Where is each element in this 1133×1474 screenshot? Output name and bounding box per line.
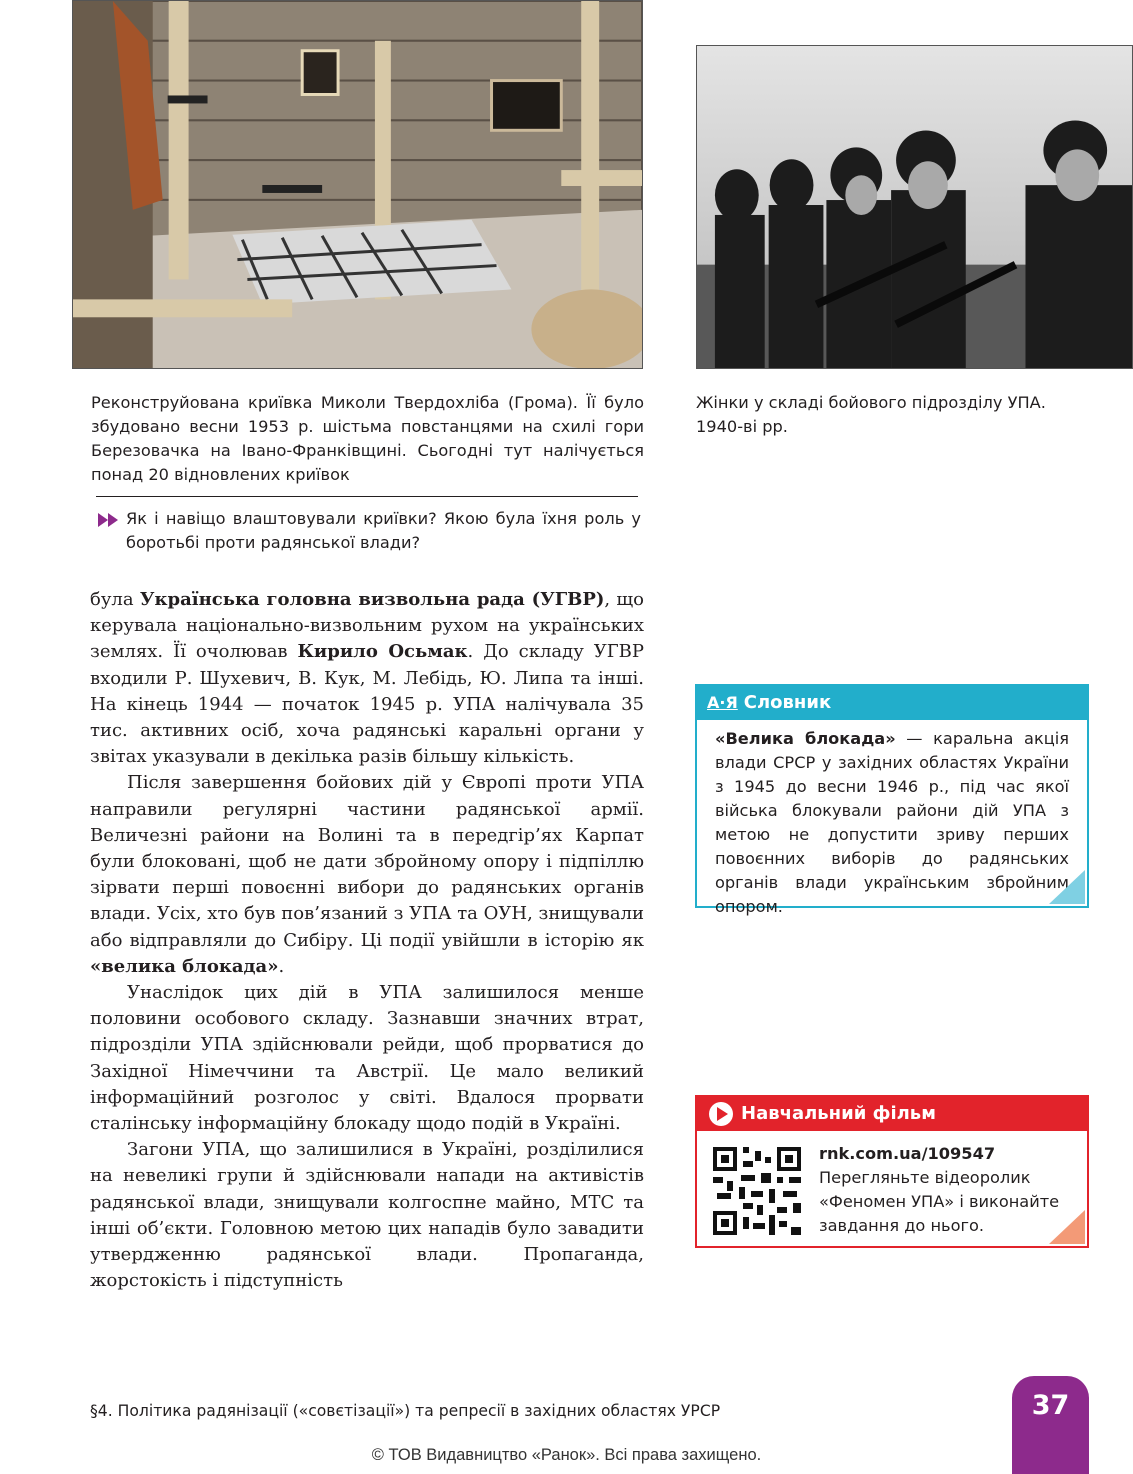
text-span: Після завершення бойових дій у Європі проти УПА направили регулярні частини радянської армії. Величезні райони на Волині та в передгір’ях Карпат були блоковані, щоб не дати збройному опору і підпіллю зірвати перші повоєнні вибори до радянських органів влади. Усіх, хто був пов’язаний з УПА та ОУН, знищували або відправляли до Сибіру. Ці події увійшли в історію як (90, 772, 644, 951)
copyright-notice: © ТОВ Видавництво «Ранок». Всі права захищено. (371, 1446, 762, 1464)
upa-women-photo (696, 45, 1133, 369)
upa-women-photo-image (697, 46, 1132, 368)
text-span: була (90, 589, 140, 610)
hideout-photo-image (73, 1, 642, 368)
corner-decoration (1049, 870, 1085, 904)
page-number: 37 (1031, 1390, 1070, 1421)
film-link[interactable]: rnk.com.ua/109547 (819, 1144, 996, 1163)
film-header (697, 1097, 1087, 1131)
double-arrow-icon (98, 513, 120, 527)
text-span: , що керувала національно-визвольним рухом на українських землях. Її очолював (90, 589, 644, 663)
film-title: Навчальний фільм (741, 1103, 936, 1124)
text-span: . До складу УГВР входили Р. Шухевич, В. Кук, М. Лебідь, Ю. Липа та інші. На кінець 1944 — початок 1945 р. УПА налічувала 35 тис. активних осіб, хоча радянські каральні органи у звітах указували в декілька разів більшу кількість. (90, 641, 644, 768)
glossary-header (697, 686, 1087, 720)
term-ugvr: Українська головна визвольна рада (УГВР) (139, 589, 605, 610)
glossary-icon: А·Я (707, 693, 738, 712)
glossary-entry (697, 720, 1087, 919)
term-osmak: Кирило Осьмак (297, 641, 468, 663)
qr-code-icon[interactable] (713, 1147, 801, 1235)
hideout-photo (72, 0, 643, 369)
glossary-term: «Велика блокада» (715, 729, 896, 748)
divider-line (96, 496, 638, 497)
review-question-text: Як і навіщо влаштовували криївки? Якою була їхня роль у боротьбі проти радянської влади? (126, 509, 641, 552)
main-text (90, 587, 644, 1294)
glossary-definition: — каральна акція влади СРСР у західних областях України з 1945 до весни 1946 р., під час якої війська блокували райони дій УПА з метою не допустити зриву перших повоєнних виборів до радянських органів влади українським збройним опором. (715, 729, 1069, 916)
text-span: . (278, 955, 285, 977)
paragraph-4: Загони УПА, що залишилися в Україні, розділилися на невеликі групи й здійснювали напади на активістів радянської влади, знищували колгоспне майно, МТС та інші об’єкти. Головною метою цих нападів було завадити утвердженню радянської влади. Пропаганда, жорстокість і підступність (90, 1139, 644, 1292)
paragraph-1 (90, 587, 644, 770)
glossary-box (695, 684, 1089, 916)
paragraph-2 (90, 770, 644, 980)
review-question (96, 507, 641, 555)
film-text (819, 1142, 1079, 1238)
educational-film-box (695, 1095, 1089, 1248)
upa-women-photo-caption: Жінки у складі бойового підрозділу УПА. 1940-ві рр. (696, 393, 1046, 436)
paragraph-3: Унаслідок цих дій в УПА залишилося менше половини особового складу. Зазнавши значних втрат, підрозділи УПА здійснювали рейди, щоб прорватися до Західної Німеччини та Австрії. Це мало великий інформаційний розголос у світі. Вдалося прорвати сталінську інформаційну блокаду щодо подій в Україні. (90, 982, 644, 1135)
term-great-blockade: «велика блокада» (90, 955, 279, 977)
corner-decoration (1049, 1210, 1085, 1244)
hideout-photo-caption: Реконструйована криївка Миколи Твердохліба (Грома). Її було збудовано весни 1953 р. шістьма повстанцями на схилі гори Березовачка на Івано-Франківщині. Сьогодні тут налічується понад 20 відновлених криївок (91, 393, 644, 484)
play-icon[interactable] (709, 1102, 733, 1126)
glossary-title: Словник (743, 692, 832, 713)
section-footer-title: §4. Політика радянізації («совєтізації») та репресії в західних областях УРСР (90, 1402, 721, 1420)
film-description: Перегляньте відеоролик «Феномен УПА» і виконайте завдання до нього. (819, 1168, 1060, 1235)
